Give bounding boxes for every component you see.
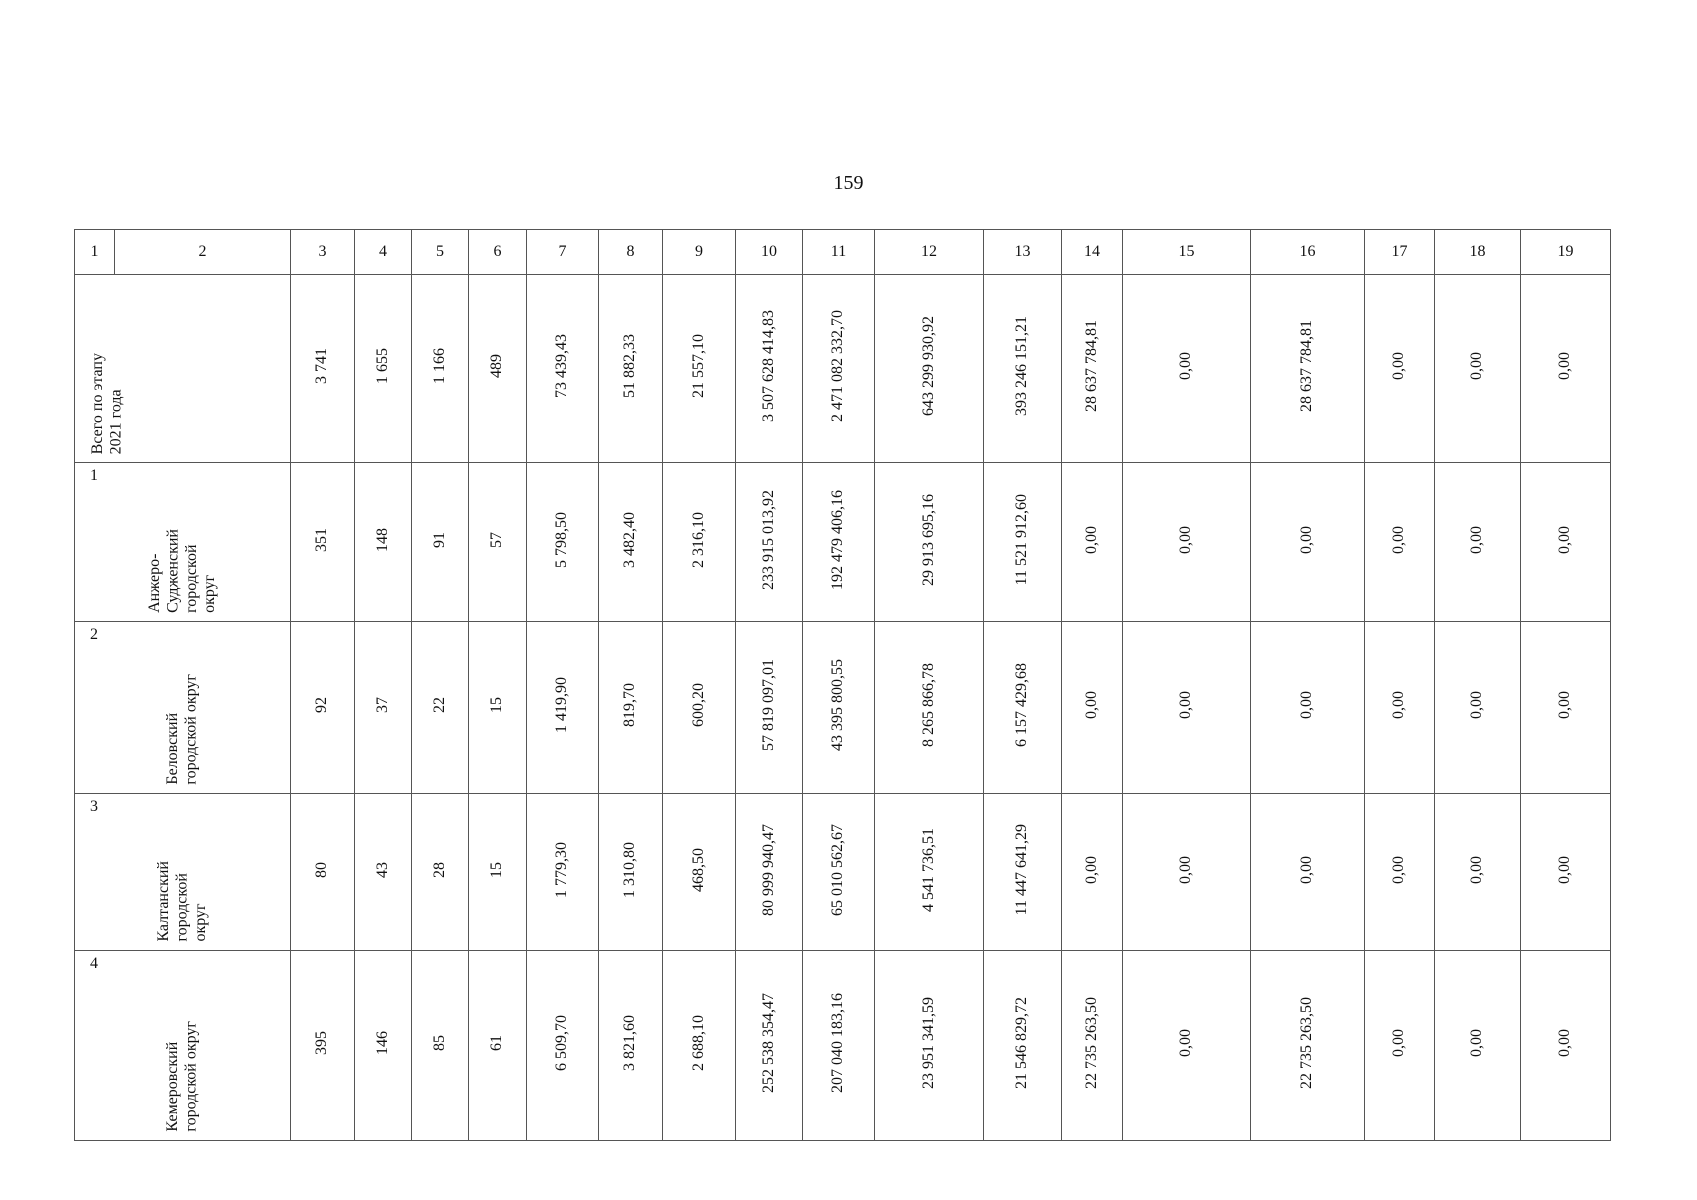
table-cell <box>412 622 469 794</box>
cell-value: 92 <box>313 697 331 713</box>
page-number: 159 <box>833 172 864 194</box>
row-number: 3 <box>90 798 98 815</box>
table-cell <box>1521 463 1611 622</box>
header-cell: 2 <box>115 230 291 275</box>
table-cell <box>803 622 875 794</box>
table-row <box>75 463 1611 622</box>
cell-value: 57 <box>488 531 506 548</box>
cell-value: 0,00 <box>1390 352 1408 380</box>
table-cell <box>875 275 984 463</box>
cell-value: 600,20 <box>689 683 707 727</box>
table-cell <box>599 275 663 463</box>
table-cell <box>1062 951 1123 1141</box>
table-cell <box>875 622 984 794</box>
cell-value: 0,00 <box>1298 525 1316 554</box>
table-cell <box>599 951 663 1141</box>
row-number: 1 <box>90 467 98 484</box>
cell-value: 1 419,90 <box>553 677 571 733</box>
cell-value: 0,00 <box>1177 691 1195 719</box>
cell-value: 28 637 784,81 <box>1298 320 1316 412</box>
cell-value: 29 913 695,16 <box>919 493 937 586</box>
table-cell <box>1062 794 1123 951</box>
table-cell <box>1435 463 1521 622</box>
cell-value: 57 819 097,01 <box>759 659 777 751</box>
table-cell <box>1251 622 1365 794</box>
municipality-cell <box>75 951 291 1141</box>
municipality-name: Калтанский городской округ <box>154 861 209 942</box>
table-cell <box>663 622 736 794</box>
header-cell: 8 <box>599 230 663 275</box>
table-cell <box>355 794 412 951</box>
table-cell <box>355 275 412 463</box>
cell-value: 0,00 <box>1177 1029 1195 1057</box>
municipality-name: Кемеровский городской округ <box>164 1021 200 1132</box>
cell-value: 21 546 829,72 <box>1013 997 1031 1089</box>
table-cell <box>1521 622 1611 794</box>
cell-value: 51 882,33 <box>621 334 639 398</box>
table-cell <box>736 951 803 1141</box>
cell-value: 1 655 <box>373 348 391 384</box>
table-cell <box>1251 951 1365 1141</box>
table-cell <box>803 951 875 1141</box>
table-row <box>75 794 1611 951</box>
table-cell <box>1123 463 1251 622</box>
cell-value: 0,00 <box>1556 352 1574 380</box>
table-cell <box>527 951 599 1141</box>
header-cell: 14 <box>1062 230 1123 275</box>
table-cell <box>1123 622 1251 794</box>
cell-value: 0,00 <box>1082 691 1100 719</box>
table-cell <box>1365 463 1435 622</box>
cell-value: 207 040 183,16 <box>829 993 847 1093</box>
header-cell: 18 <box>1435 230 1521 275</box>
cell-value: 1 310,80 <box>621 841 639 898</box>
cell-value: 23 951 341,59 <box>919 997 937 1089</box>
cell-value: 468,50 <box>689 847 707 892</box>
cell-value: 0,00 <box>1556 1029 1574 1057</box>
table-cell <box>291 275 355 463</box>
cell-value: 0,00 <box>1468 691 1486 719</box>
row-number: 2 <box>90 626 98 643</box>
cell-value: 6 509,70 <box>553 1015 571 1071</box>
header-cell: 7 <box>527 230 599 275</box>
table-cell <box>412 951 469 1141</box>
table-cell <box>527 275 599 463</box>
cell-value: 0,00 <box>1390 691 1408 719</box>
cell-value: 0,00 <box>1556 691 1574 719</box>
header-cell: 9 <box>663 230 736 275</box>
table-cell <box>736 275 803 463</box>
cell-value: 0,00 <box>1390 1029 1408 1057</box>
table-cell <box>736 622 803 794</box>
cell-value: 192 479 406,16 <box>829 489 847 590</box>
cell-value: 0,00 <box>1390 525 1408 554</box>
table-cell <box>1521 794 1611 951</box>
header-cell: 5 <box>412 230 469 275</box>
table-cell <box>469 463 527 622</box>
cell-value: 43 395 800,55 <box>829 659 847 751</box>
table-cell <box>527 463 599 622</box>
municipality-cell <box>75 794 291 951</box>
table-cell <box>291 951 355 1141</box>
header-cell: 17 <box>1365 230 1435 275</box>
table-cell <box>1435 275 1521 463</box>
municipality-name: Анжеро- Судженский городской округ <box>145 529 218 613</box>
header-cell: 3 <box>291 230 355 275</box>
cell-value: 61 <box>488 1035 506 1051</box>
table-cell <box>1123 951 1251 1141</box>
cell-value: 146 <box>373 1031 391 1055</box>
cell-value: 91 <box>430 531 448 548</box>
data-table <box>74 229 1611 1141</box>
table-cell <box>599 622 663 794</box>
cell-value: 393 246 151,21 <box>1013 316 1031 416</box>
cell-value: 0,00 <box>1468 352 1486 380</box>
cell-value: 80 <box>313 861 331 878</box>
cell-value: 1 166 <box>430 348 448 384</box>
table-cell <box>803 794 875 951</box>
table-cell <box>1062 275 1123 463</box>
cell-value: 2 316,10 <box>689 511 707 568</box>
table-cell <box>803 463 875 622</box>
table-cell <box>803 275 875 463</box>
cell-value: 0,00 <box>1390 855 1408 884</box>
table-cell <box>527 794 599 951</box>
table-cell <box>291 622 355 794</box>
table-cell <box>1435 794 1521 951</box>
table-cell <box>291 463 355 622</box>
table-cell <box>355 622 412 794</box>
cell-value: 0,00 <box>1082 525 1100 554</box>
cell-value: 28 637 784,81 <box>1082 320 1100 412</box>
cell-value: 22 735 263,50 <box>1082 997 1100 1089</box>
municipality-cell <box>75 463 291 622</box>
table-cell <box>1521 275 1611 463</box>
table-cell <box>984 275 1062 463</box>
table-cell <box>412 794 469 951</box>
table-cell <box>469 622 527 794</box>
table-cell <box>736 463 803 622</box>
table-cell <box>875 463 984 622</box>
table-cell <box>1365 951 1435 1141</box>
cell-value: 37 <box>373 697 391 713</box>
table-cell <box>1062 463 1123 622</box>
table-cell <box>663 951 736 1141</box>
table-cell <box>355 463 412 622</box>
cell-value: 3 821,60 <box>621 1015 639 1071</box>
cell-value: 11 447 641,29 <box>1013 823 1031 916</box>
cell-value: 252 538 354,47 <box>759 993 777 1093</box>
cell-value: 0,00 <box>1468 855 1486 884</box>
header-cell: 12 <box>875 230 984 275</box>
table-cell <box>663 275 736 463</box>
table-cell <box>469 275 527 463</box>
cell-value: 0,00 <box>1556 525 1574 554</box>
table-cell <box>1123 794 1251 951</box>
table-cell <box>469 794 527 951</box>
cell-value: 0,00 <box>1298 855 1316 884</box>
header-cell: 1 <box>75 230 115 275</box>
cell-value: 6 157 429,68 <box>1013 663 1031 747</box>
table-cell <box>875 951 984 1141</box>
cell-value: 0,00 <box>1468 1029 1486 1057</box>
table-cell <box>1365 622 1435 794</box>
table-row <box>75 951 1611 1141</box>
cell-value: 819,70 <box>621 683 639 727</box>
table-cell <box>1521 951 1611 1141</box>
header-row <box>75 230 1611 275</box>
cell-value: 3 482,40 <box>621 511 639 568</box>
table-cell <box>1123 275 1251 463</box>
table-cell <box>469 951 527 1141</box>
cell-value: 2 688,10 <box>689 1015 707 1071</box>
table-cell <box>663 794 736 951</box>
table-row <box>75 622 1611 794</box>
header-cell: 19 <box>1521 230 1611 275</box>
cell-value: 15 <box>488 697 506 713</box>
cell-value: 73 439,43 <box>553 334 571 398</box>
header-cell: 10 <box>736 230 803 275</box>
table-cell <box>875 794 984 951</box>
table-cell <box>1062 622 1123 794</box>
cell-value: 3 741 <box>313 348 331 384</box>
table-cell <box>599 794 663 951</box>
cell-value: 15 <box>488 861 506 878</box>
cell-value: 65 010 562,67 <box>829 823 847 916</box>
cell-value: 0,00 <box>1177 855 1195 884</box>
table-cell <box>527 622 599 794</box>
cell-value: 0,00 <box>1177 525 1195 554</box>
municipality-cell <box>75 622 291 794</box>
cell-value: 4 541 736,51 <box>919 827 937 912</box>
cell-value: 0,00 <box>1177 352 1195 380</box>
total-label-cell <box>75 275 291 463</box>
table-cell <box>1435 622 1521 794</box>
table-cell <box>1251 275 1365 463</box>
cell-value: 0,00 <box>1298 691 1316 719</box>
cell-value: 233 915 013,92 <box>759 489 777 590</box>
cell-value: 0,00 <box>1082 855 1100 884</box>
table-cell <box>1365 275 1435 463</box>
header-cell: 4 <box>355 230 412 275</box>
cell-value: 643 299 930,92 <box>919 316 937 416</box>
cell-value: 0,00 <box>1468 525 1486 554</box>
header-cell: 13 <box>984 230 1062 275</box>
header-cell: 11 <box>803 230 875 275</box>
cell-value: 85 <box>430 1035 448 1051</box>
row-number: 4 <box>90 955 98 972</box>
table-cell <box>291 794 355 951</box>
cell-value: 489 <box>488 354 506 378</box>
cell-value: 43 <box>373 861 391 878</box>
header-cell: 16 <box>1251 230 1365 275</box>
table-cell <box>1435 951 1521 1141</box>
table-cell <box>1251 794 1365 951</box>
cell-value: 148 <box>373 527 391 552</box>
table-cell <box>984 794 1062 951</box>
table-cell <box>1251 463 1365 622</box>
cell-value: 28 <box>430 861 448 878</box>
header-cell: 15 <box>1123 230 1251 275</box>
cell-value: 1 779,30 <box>553 841 571 898</box>
cell-value: 0,00 <box>1556 855 1574 884</box>
table-cell <box>984 951 1062 1141</box>
total-row <box>75 275 1611 463</box>
table-cell <box>1365 794 1435 951</box>
cell-value: 8 265 866,78 <box>919 663 937 747</box>
cell-value: 11 521 912,60 <box>1013 493 1031 586</box>
cell-value: 3 507 628 414,83 <box>759 310 777 422</box>
total-label: Всего по этапу 2021 года <box>89 352 125 454</box>
table-cell <box>412 275 469 463</box>
cell-value: 21 557,10 <box>689 334 707 398</box>
cell-value: 80 999 940,47 <box>759 823 777 916</box>
cell-value: 395 <box>313 1031 331 1055</box>
table-cell <box>599 463 663 622</box>
cell-value: 22 735 263,50 <box>1298 997 1316 1089</box>
cell-value: 22 <box>430 697 448 713</box>
table-cell <box>355 951 412 1141</box>
municipality-name: Беловский городской округ <box>164 674 200 785</box>
table-cell <box>984 463 1062 622</box>
table-cell <box>412 463 469 622</box>
table-cell <box>984 622 1062 794</box>
table-cell <box>736 794 803 951</box>
cell-value: 2 471 082 332,70 <box>829 310 847 422</box>
header-cell: 6 <box>469 230 527 275</box>
cell-value: 351 <box>313 527 331 552</box>
table-cell <box>663 463 736 622</box>
cell-value: 5 798,50 <box>553 511 571 568</box>
